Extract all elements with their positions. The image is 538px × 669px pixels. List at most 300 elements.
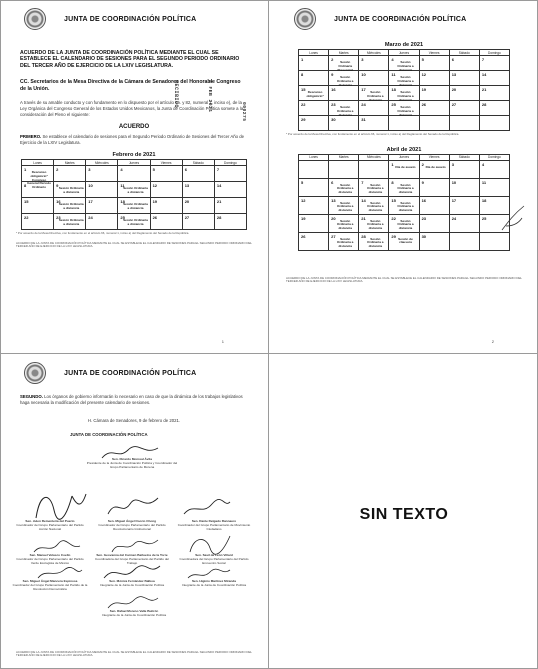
day-number: 27	[184, 215, 190, 221]
session-label: Sesión Ordinaria a distancia	[397, 75, 414, 87]
calendar-day-cell	[419, 232, 449, 250]
calendar-week-row	[22, 182, 247, 198]
session-label: Sesión Ordinaria a distancia	[58, 218, 84, 226]
day-number: 4	[481, 161, 485, 167]
weekday-header: Martes	[329, 154, 359, 160]
calendar-week-row	[299, 86, 510, 101]
session-label: Sesión Ordinaria a distancia	[367, 90, 384, 102]
session-label: Sesión Ordinaria a distancia	[337, 75, 354, 87]
signature-scribble-2	[32, 488, 88, 522]
weekday-header: Lunes	[299, 50, 329, 56]
calendar-day-cell	[86, 166, 118, 182]
day-number: 7	[216, 167, 220, 173]
session-label: Sesión Ordinaria a distancia	[397, 90, 414, 102]
calendar-day-cell	[389, 56, 419, 71]
calendar-day-cell	[214, 182, 246, 198]
calendar-day-cell	[299, 101, 329, 116]
header-title: JUNTA DE COORDINACIÓN POLÍTICA	[64, 16, 197, 23]
day-number: 4	[120, 167, 123, 173]
calendar-day-cell	[419, 178, 449, 196]
day-number: 13	[184, 183, 190, 189]
intro-paragraph: A través de su amable conducto y con fundamento en lo dispuesto por el artículo 4o. y 82, numeral 1, inciso e), de la Ley Orgánica del Congreso General de los Estados Unidos Mexicanos, la Junta de Coordinación Política somete a la consideración del Pleno el siguiente:	[20, 100, 244, 118]
weekday-header: Viernes	[419, 50, 449, 56]
session-label: Sesión Ordinaria a distancia	[367, 236, 384, 249]
day-number: 8	[301, 72, 304, 77]
senate-seal-icon	[294, 8, 316, 30]
signature-block: Sen. Geovanna del Carmen Bañuelos de la Torre Coordinadora del Grupo Parlamentario del Partido del Trabajo	[95, 553, 169, 565]
session-label: Día de asueto	[395, 164, 416, 169]
calendar-day-cell	[449, 178, 479, 196]
page-1-footnote: * Por acuerdo de la Mesa Directiva, con fundamento en el artículo 66, numeral 1, inciso a) del Reglamento del Senado de la República.	[16, 231, 190, 236]
calendar-day-cell	[449, 160, 479, 178]
session-label: Sesión Ordinaria a distancia	[367, 218, 384, 231]
page-2	[276, 4, 532, 348]
calendar-day-cell	[359, 56, 389, 71]
calendar-day-cell	[329, 214, 359, 232]
page-1-footer: ACUERDO DE LA JUNTA DE COORDINACIÓN POLÍTICA MEDIANTE EL CUAL SE ESTABLECE EL CALENDARIO DE SESIONES PARA EL SEGUNDO PERIODO ORDINARIO DEL TERCER AÑO DE EJERCICIO DE LA LXIV LEGISLATURA.	[16, 240, 252, 249]
day-number: 7	[361, 179, 364, 185]
calendar-day-cell	[329, 86, 359, 101]
calendar-day-cell	[299, 86, 329, 101]
calendar-day-cell	[419, 116, 449, 131]
calendar-day-cell	[329, 56, 359, 71]
calendar-day-cell	[359, 116, 389, 131]
page-3-footer: ACUERDO DE LA JUNTA DE COORDINACIÓN POLÍTICA MEDIANTE EL CUAL SE ESTABLECE EL CALENDARIO DE SESIONES PARA EL SEGUNDO PERIODO ORDINARIO DEL TERCER AÑO DE EJERCICIO DE LA LXIV LEGISLATURA.	[16, 649, 252, 658]
session-label: Sesión Ordinaria a distancia	[58, 186, 84, 194]
calendar-day-cell	[150, 166, 182, 182]
calendar-day-cell	[389, 178, 419, 196]
calendar-day-cell	[479, 86, 509, 101]
day-number: 26	[301, 233, 306, 239]
calendar-day-cell	[329, 196, 359, 214]
calendar-day-cell	[449, 71, 479, 86]
calendar-week-row	[299, 71, 510, 86]
calendar-week-row	[299, 232, 510, 250]
session-label: Sesión Ordinaria a distancia	[367, 182, 384, 195]
weekday-header: Viernes	[150, 160, 182, 166]
calendar-week-row	[22, 166, 247, 182]
page-2-number: 2	[491, 339, 494, 344]
calendar-day-cell	[389, 101, 419, 116]
segundo-paragraph	[20, 394, 248, 406]
march-calendar	[298, 49, 510, 131]
weekday-header: Martes	[54, 160, 86, 166]
signature-scribble-4	[182, 498, 232, 520]
day-number: 9	[331, 72, 334, 77]
calendar-day-cell	[329, 101, 359, 116]
place-date: H. Cámara de Senadores, 9 de febrero de 2021.	[87, 418, 181, 423]
signature-block: Sen. Dante Delgado Rannauro Coordinador del Grupo Parlamentario de Movimiento Ciudadano	[177, 519, 251, 531]
signature-block: Sen. Rafael Moreno Valle Buitrón Integrante de la Junta de Coordinación Política	[101, 609, 167, 617]
weekday-header: Jueves	[389, 154, 419, 160]
calendar-day-cell	[449, 196, 479, 214]
signature-block: Sen. Ricardo Monreal Ávila Presidente de la Junta de Coordinación Política y Coordinador del Grupo Parlamentario de Morena	[86, 457, 178, 469]
calendar-day-cell	[86, 182, 118, 198]
day-number: 26	[421, 102, 427, 107]
calendar-day-cell	[389, 71, 419, 86]
session-label: Sesión Ordinaria a distancia	[397, 200, 414, 213]
day-number: 14	[361, 197, 366, 203]
calendar-day-cell	[118, 182, 150, 198]
calendar-week-row	[299, 160, 510, 178]
day-number: 10	[361, 72, 366, 77]
day-number: 31	[361, 117, 366, 122]
calendar-day-cell	[299, 71, 329, 86]
day-number: 14	[481, 72, 487, 77]
primero-label: PRIMERO.	[20, 134, 42, 140]
day-number: 19	[152, 199, 158, 205]
page-header	[276, 4, 532, 34]
calendar-day-cell	[419, 86, 449, 101]
day-number: 10	[88, 183, 93, 189]
calendar-day-cell	[86, 198, 118, 214]
day-number: 7	[481, 57, 485, 62]
day-number: 12	[152, 183, 158, 189]
session-label: Descanso obligatorio*	[306, 90, 324, 98]
day-number: 13	[331, 197, 336, 203]
day-number: 1	[301, 57, 304, 62]
margin-signature-icon	[498, 204, 528, 234]
calendar-week-row	[299, 214, 510, 232]
day-number: 17	[451, 197, 457, 203]
session-label: Sesión Ordinaria a distancia	[397, 182, 414, 195]
calendar-day-cell	[449, 214, 479, 232]
day-number: 11	[120, 183, 125, 189]
calendar-day-cell	[182, 182, 214, 198]
segundo-label: SEGUNDO.	[20, 394, 43, 399]
senate-seal-icon	[24, 8, 46, 30]
day-number: 16	[421, 197, 427, 203]
acuerdo-title: ACUERDO DE LA JUNTA DE COORDINACIÓN POLÍTICA MEDIANTE EL CUAL SE ESTABLECE EL CALENDARIO DE SESIONES PARA EL SEGUNDO PERIODO ORDINARIO DEL TERCER AÑO DE EJERCICIO DE LA LXIV LEGISLATURA.	[20, 50, 240, 69]
calendar-day-cell	[359, 71, 389, 86]
day-number: 24	[88, 215, 93, 221]
day-number: 28	[481, 102, 487, 107]
calendar-day-cell	[329, 178, 359, 196]
calendar-day-cell	[359, 196, 389, 214]
day-number: 22	[24, 215, 29, 221]
session-label: Sesión Ordinaria a distancia	[337, 200, 354, 213]
calendar-day-cell	[299, 178, 329, 196]
session-label: Sesión Ordinaria a distancia	[397, 218, 414, 231]
day-number: 11	[481, 179, 487, 185]
day-number: 9	[421, 179, 424, 185]
calendar-day-cell	[22, 214, 54, 230]
calendar-week-row	[299, 56, 510, 71]
calendar-day-cell	[479, 160, 509, 178]
day-number: 29	[391, 233, 396, 239]
calendar-day-cell	[150, 214, 182, 230]
calendar-day-cell	[299, 56, 329, 71]
day-number: 3	[88, 167, 91, 173]
calendar-day-cell	[22, 182, 54, 198]
weekday-header: Lunes	[22, 160, 54, 166]
session-label: Sesión Ordinaria a distancia	[397, 105, 414, 117]
day-number: 17	[361, 87, 366, 92]
session-label: Sesión de clausura	[398, 236, 413, 245]
day-number: 23	[56, 215, 61, 221]
session-label: Sesión Ordinaria a distancia	[58, 202, 84, 210]
calendar-week-row	[299, 101, 510, 116]
day-number: 25	[120, 215, 125, 221]
calendar-day-cell	[479, 56, 509, 71]
calendar-day-cell	[182, 198, 214, 214]
session-label: Sesión Ordinaria a distancia	[337, 236, 354, 249]
session-label: Sesión Ordinaria a distancia	[123, 218, 148, 226]
signature-block: Sen. Manuel Velasco Coello Coordinador del Grupo Parlamentario del Partido Verde Ecologista de México	[16, 553, 84, 565]
signature-block: Sen. Higinio Martínez Miranda Integrante de la Junta de Coordinación Política	[181, 579, 247, 587]
calendar-day-cell	[150, 198, 182, 214]
page-header	[6, 358, 262, 388]
day-number: 20	[184, 199, 190, 205]
calendar-week-row	[22, 214, 247, 230]
calendar-day-cell	[419, 214, 449, 232]
signature-scribble-3	[106, 496, 162, 520]
day-number: 11	[391, 72, 396, 77]
calendar-day-cell	[182, 214, 214, 230]
day-number: 23	[331, 102, 336, 107]
weekday-header: Sábado	[449, 154, 479, 160]
calendar-week-row	[299, 178, 510, 196]
day-number: 16	[56, 199, 61, 205]
day-number: 5	[152, 167, 155, 173]
calendar-day-cell	[299, 232, 329, 250]
april-calendar	[298, 154, 510, 251]
calendar-day-cell	[182, 166, 214, 182]
day-number: 21	[361, 215, 366, 221]
folio-stamp: 000275	[241, 102, 246, 122]
day-number: 30	[331, 117, 336, 122]
session-label: Descanso obligatorio* Congreso General Periodo Ordinario	[27, 170, 52, 190]
session-label: Sesión Ordinaria a distancia	[367, 200, 384, 213]
calendar-day-cell	[214, 198, 246, 214]
day-number: 29	[301, 117, 306, 122]
calendar-day-cell	[479, 116, 509, 131]
day-number: 8	[24, 183, 27, 189]
march-title: Marzo de 2021	[384, 42, 424, 48]
calendar-day-cell	[359, 160, 389, 178]
signature-block: Sen. Sasil de León Villard Coordinadora del Grupo Parlamentario del Partido Encuentro Social	[179, 553, 249, 565]
weekday-header: Domingo	[479, 50, 509, 56]
day-number: 24	[361, 102, 366, 107]
day-number: 1	[391, 161, 394, 167]
signature-block: Sen. Julen Rementería del Puerto Coordinador del Grupo Parlamentario del Partido Acción Nacional	[16, 519, 84, 531]
calendar-day-cell	[479, 71, 509, 86]
weekday-header: Lunes	[299, 154, 329, 160]
day-number: 26	[152, 215, 158, 221]
february-title: Febrero de 2021	[112, 152, 156, 159]
day-number: 3	[451, 161, 454, 167]
session-label: Sesión Ordinaria a distancia	[337, 105, 354, 117]
calendar-day-cell	[389, 116, 419, 131]
day-number: 6	[184, 167, 187, 173]
day-number: 16	[331, 87, 336, 92]
calendar-day-cell	[419, 56, 449, 71]
day-number: 9	[56, 183, 59, 189]
day-number: 22	[301, 102, 306, 107]
day-number: 27	[331, 233, 336, 239]
page-2-footer: ACUERDO DE LA JUNTA DE COORDINACIÓN POLÍTICA MEDIANTE EL CUAL SE ESTABLECE EL CALENDARIO DE SESIONES PARA EL SEGUNDO PERIODO ORDINARIO DEL TERCER AÑO DE EJERCICIO DE LA LXIV LEGISLATURA.	[286, 275, 522, 284]
weekday-header: Miércoles	[359, 50, 389, 56]
day-number: 4	[391, 57, 394, 62]
received-stamp: RECIBIDO	[173, 80, 179, 109]
calendar-week-row	[299, 116, 510, 131]
session-label: Sesión Ordinaria a distancia	[123, 186, 148, 194]
calendar-day-cell	[22, 198, 54, 214]
calendar-day-cell	[150, 182, 182, 198]
calendar-day-cell	[449, 56, 479, 71]
day-number: 10	[451, 179, 457, 185]
day-number: 6	[331, 179, 334, 185]
day-number: 13	[451, 72, 457, 77]
session-label: Sesión Ordinaria a distancia	[123, 202, 148, 210]
day-number: 30	[421, 233, 427, 239]
weekday-header: Jueves	[389, 50, 419, 56]
calendar-day-cell	[419, 101, 449, 116]
page-header	[6, 4, 262, 34]
calendar-day-cell	[389, 86, 419, 101]
addressee: CC. Secretarios de la Mesa Directiva de la Cámara de Senadores del Honorable Congreso de la Unión.	[20, 79, 241, 92]
calendar-day-cell	[54, 182, 86, 198]
calendar-week-row	[22, 198, 247, 214]
day-number: 19	[421, 87, 427, 92]
day-number: 25	[391, 102, 396, 107]
day-number: 28	[361, 233, 366, 239]
calendar-day-cell	[329, 160, 359, 178]
sin-texto-label: SIN TEXTO	[359, 506, 449, 523]
february-calendar	[21, 159, 247, 230]
calendar-day-cell	[54, 198, 86, 214]
calendar-day-cell	[389, 214, 419, 232]
calendar-day-cell	[419, 196, 449, 214]
day-number: 5	[301, 179, 304, 185]
page-1-number: 1	[221, 339, 224, 344]
page-3	[6, 358, 262, 664]
calendar-day-cell	[359, 214, 389, 232]
vertical-divider	[268, 0, 269, 669]
day-number: 20	[451, 87, 457, 92]
day-number: 3	[361, 57, 364, 62]
calendar-day-cell	[479, 101, 509, 116]
primero-paragraph	[20, 134, 248, 146]
day-number: 12	[301, 197, 306, 203]
calendar-day-cell	[329, 232, 359, 250]
calendar-day-cell	[54, 214, 86, 230]
calendar-day-cell	[118, 198, 150, 214]
calendar-day-cell	[479, 232, 509, 250]
acuerdo-heading: ACUERDO	[118, 124, 150, 131]
committee-title: JUNTA DE COORDINACIÓN POLÍTICA	[70, 432, 148, 437]
day-number: 2	[56, 167, 59, 173]
received-date-stamp: 9 FEB 2021	[207, 80, 212, 113]
day-number: 24	[451, 215, 457, 221]
calendar-day-cell	[299, 116, 329, 131]
calendar-day-cell	[22, 166, 54, 190]
day-number: 2	[421, 161, 424, 167]
day-number: 5	[421, 57, 424, 62]
calendar-day-cell	[419, 71, 449, 86]
session-label: Sesión Ordinaria a distancia	[397, 60, 414, 72]
calendar-day-cell	[214, 166, 246, 182]
day-number: 18	[120, 199, 125, 205]
calendar-day-cell	[359, 101, 389, 116]
page-2-footnote: * Por acuerdo de la Mesa Directiva, con fundamento en el artículo 66, numeral 1, inciso a) del Reglamento del Senado de la República.	[286, 132, 460, 136]
day-number: 22	[391, 215, 396, 221]
session-label: Sesión Ordinaria a distancia	[337, 182, 354, 195]
calendar-day-cell	[214, 214, 246, 230]
calendar-day-cell	[299, 214, 329, 232]
segundo-text: Los órganos de gobierno informarán lo necesario en caso de que la dinámica de los trabajos legislativos haga necesaria la modificación del presente calendario de sesiones.	[20, 394, 243, 405]
calendar-day-cell	[359, 232, 389, 250]
signature-block: Sen. Mónica Fernández Balboa Integrante de la Junta de Coordinación Política	[99, 579, 165, 587]
weekday-header: Viernes	[419, 154, 449, 160]
calendar-day-cell	[419, 160, 449, 178]
day-number: 27	[451, 102, 457, 107]
day-number: 28	[216, 215, 222, 221]
day-number: 25	[481, 215, 487, 221]
day-number: 19	[301, 215, 306, 221]
calendar-day-cell	[389, 232, 419, 250]
day-number: 17	[88, 199, 93, 205]
calendar-day-cell	[299, 196, 329, 214]
weekday-header: Sábado	[182, 160, 214, 166]
calendar-day-cell	[329, 71, 359, 86]
calendar-day-cell	[359, 86, 389, 101]
horizontal-divider	[0, 353, 538, 354]
weekday-header: Domingo	[214, 160, 246, 166]
weekday-header: Domingo	[479, 154, 509, 160]
calendar-week-row	[299, 196, 510, 214]
calendar-day-cell	[449, 101, 479, 116]
calendar-day-cell	[329, 116, 359, 131]
day-number: 15	[301, 87, 306, 92]
session-label: Sesión Ordinaria a distancia	[337, 218, 354, 231]
day-number: 18	[481, 197, 487, 203]
day-number: 23	[421, 215, 427, 221]
day-number: 6	[451, 57, 454, 62]
session-label: Sesión Ordinaria Presencial	[337, 60, 353, 72]
calendar-day-cell	[118, 214, 150, 230]
day-number: 21	[481, 87, 487, 92]
day-number: 21	[216, 199, 222, 205]
day-number: 20	[331, 215, 336, 221]
day-number: 14	[216, 183, 222, 189]
day-number: 18	[391, 87, 396, 92]
calendar-day-cell	[479, 178, 509, 196]
day-number: 2	[331, 57, 334, 62]
day-number: 12	[421, 72, 427, 77]
weekday-header: Miércoles	[359, 154, 389, 160]
calendar-day-cell	[86, 214, 118, 230]
day-number: 1	[24, 167, 27, 173]
calendar-day-cell	[299, 160, 329, 178]
calendar-day-cell	[449, 232, 479, 250]
senate-seal-icon	[24, 362, 46, 384]
calendar-day-cell	[118, 166, 150, 182]
calendar-day-cell	[449, 86, 479, 101]
day-number: 15	[24, 199, 29, 205]
session-label: Día de asueto	[425, 164, 446, 169]
calendar-day-cell	[359, 178, 389, 196]
calendar-day-cell	[389, 160, 419, 178]
weekday-header: Jueves	[118, 160, 150, 166]
calendar-day-cell	[449, 116, 479, 131]
weekday-header: Martes	[329, 50, 359, 56]
signature-block: Sen. Miguel Ángel Osorio Chong Coordinador del Grupo Parlamentario del Partido Revolucionario Institucional	[98, 519, 166, 531]
header-title: JUNTA DE COORDINACIÓN POLÍTICA	[334, 16, 467, 23]
calendar-day-cell	[54, 166, 86, 182]
signature-block: Sen. Miguel Ángel Mancera Espinosa Coordinador del Grupo Parlamentario del Partido de la Revolución Democrática	[12, 579, 88, 591]
page-1	[6, 4, 262, 348]
